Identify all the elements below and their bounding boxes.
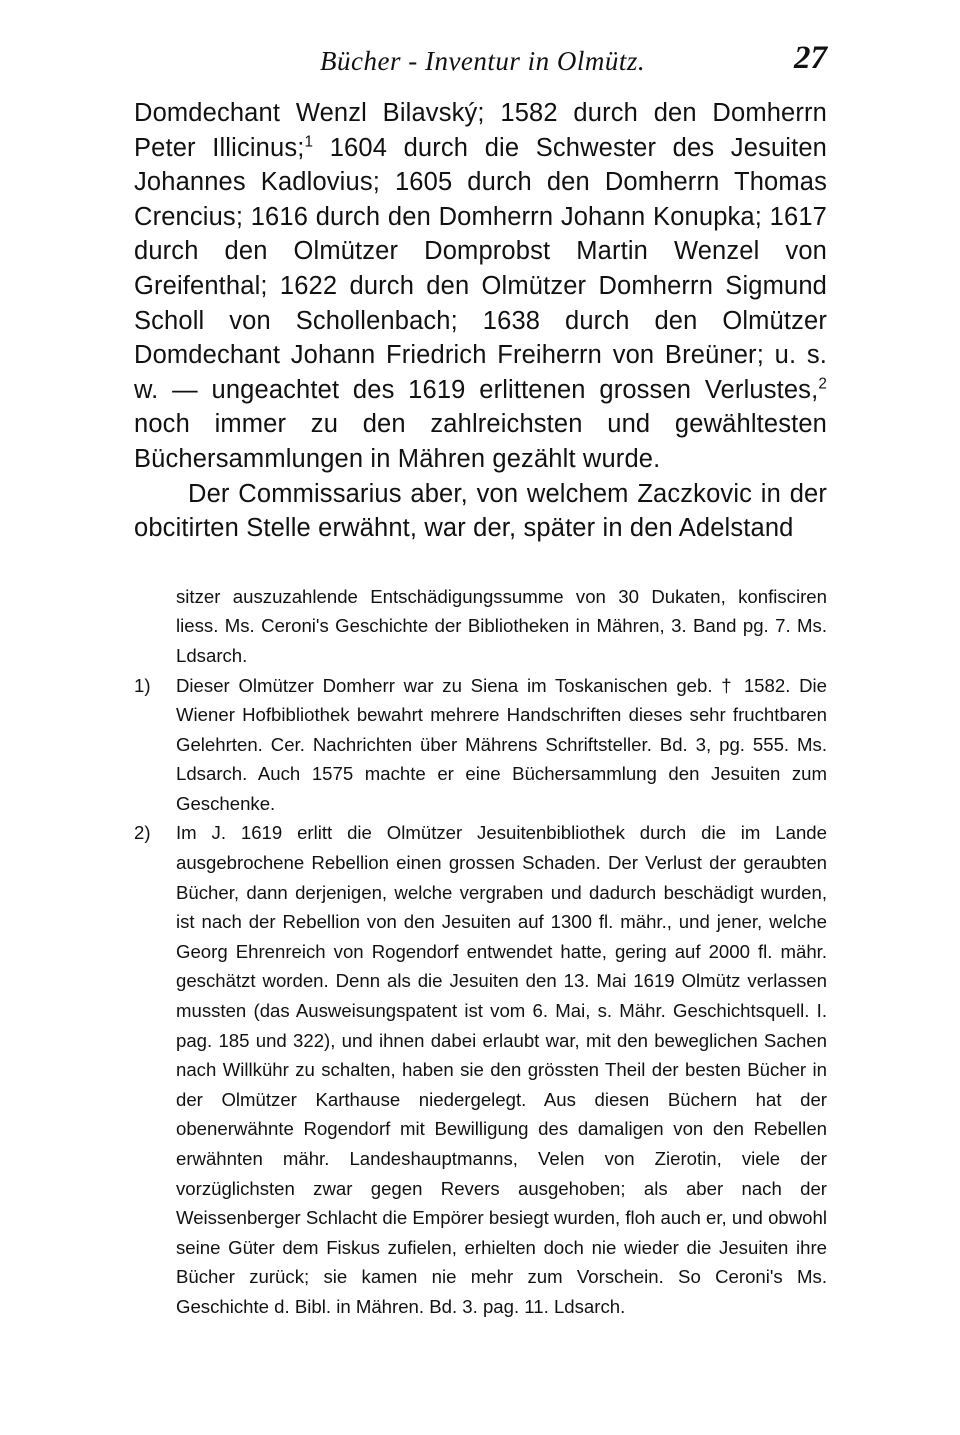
footnote-1-marker: 1) <box>134 674 151 696</box>
footnote-1 <box>134 671 827 819</box>
footnote-ref-1: 1 <box>304 133 314 151</box>
paragraph-2: Der Commissarius aber, von welchem Zaczkovic in der obcitirten Stelle erwähnt, war der, später in den Adelstand <box>134 479 827 543</box>
footnote-continuation: sitzer auszuzahlende Entschädigungssumme von 30 Dukaten, konfisciren liess. Ms. Ceroni's Geschichte der Bibliotheken in Mähren, 3. Band pg. 7. Ms. Ldsarch. <box>176 585 827 666</box>
footnote-1-text: Dieser Olmützer Domherr war zu Siena im Toskanischen geb. † 1582. Die Wiener Hofbibliothek bewahrt mehrere Handschriften dieses sehr fruchtbaren Gelehrten. Cer. Nachrichten über Mährens Schriftsteller. Bd. 3, pg. 555. Ms. Ldsarch. Auch 1575 machte er eine Büchersammlung den Jesuiten zum Geschenke. <box>176 674 827 814</box>
paragraph-1 <box>134 96 827 477</box>
footnote-2-marker: 2) <box>134 822 151 844</box>
page-header <box>134 40 827 96</box>
footnote-2 <box>134 818 827 1321</box>
page-number: 27 <box>794 40 827 76</box>
footnote-ref-2: 2 <box>818 375 827 393</box>
paragraph-1-part-c: noch immer zu den zahlreichsten und gewähltesten Büchersammlungen in Mähren gezählt wurde. <box>134 410 827 473</box>
paragraph-1-part-b: 1604 durch die Schwester des Jesuiten Johannes Kadlovius; 1605 durch den Domherrn Thomas Crencius; 1616 durch den Domherrn Johann Konupka; 1617 durch den Olmützer Domprobst Martin Wenzel von Greifenthal; 1622 durch den Olmützer Domherrn Sigmund Scholl von Schollenbach; 1638 durch den Olmützer Domdechant Johann Friedrich Freiherrn von Breüner; u. s. w. — ungeachtet des 1619 erlittenen grossen Verlustes, <box>134 133 827 404</box>
footnotes <box>134 582 827 1322</box>
book-page <box>134 40 827 1322</box>
footnote-2-text: Im J. 1619 erlitt die Olmützer Jesuitenbibliothek durch die im Lande ausgebrochene Rebellion einen grossen Schaden. Der Verlust der geraubten Bücher, dann derjenigen, welche vergraben und dadurch beschädigt wurden, ist nach der Rebellion von den Jesuiten auf 1300 fl. mähr., und jener, welche Georg Ehrenreich von Rogendorf entwendet hatte, gering auf 2000 fl. mähr. geschätzt worden. Denn als die Jesuiten den 13. Mai 1619 Olmütz verlassen mussten (das Ausweisungspatent ist vom 6. Mai, s. Mähr. Geschichtsquell. I. pag. 185 und 322), und ihnen dabei erlaubt war, mit den beweglichen Sachen nach Willkühr zu schalten, haben sie den grössten Theil der besten Bücher in der Olmützer Karthause niedergelegt. Aus diesen Büchern hat der obenerwähnte Rogendorf mit Bewilligung des damaligen von den Rebellen erwähnten mähr. Landeshauptmanns, Velen von Zierotin, viele der vorzüglichsten zwar gegen Revers ausgehoben; als aber nach der Weissenberger Schlacht die Empörer besiegt wurden, floh auch er, und obwohl seine Güter dem Fiskus zufielen, erhielten doch nie wieder die Jesuiten ihre Bücher zurück; sie kamen nie mehr zum Vorschein. So Ceroni's Ms. Geschichte d. Bibl. in Mähren. Bd. 3. pag. 11. Ldsarch. <box>176 822 827 1317</box>
paragraph-1-part-a: Domdechant Wenzl Bilavský; 1582 durch den Domherrn Peter Illicinus; <box>134 99 827 162</box>
running-title: Bücher - Inventur in Olmütz. <box>320 46 646 76</box>
main-text <box>134 96 827 546</box>
